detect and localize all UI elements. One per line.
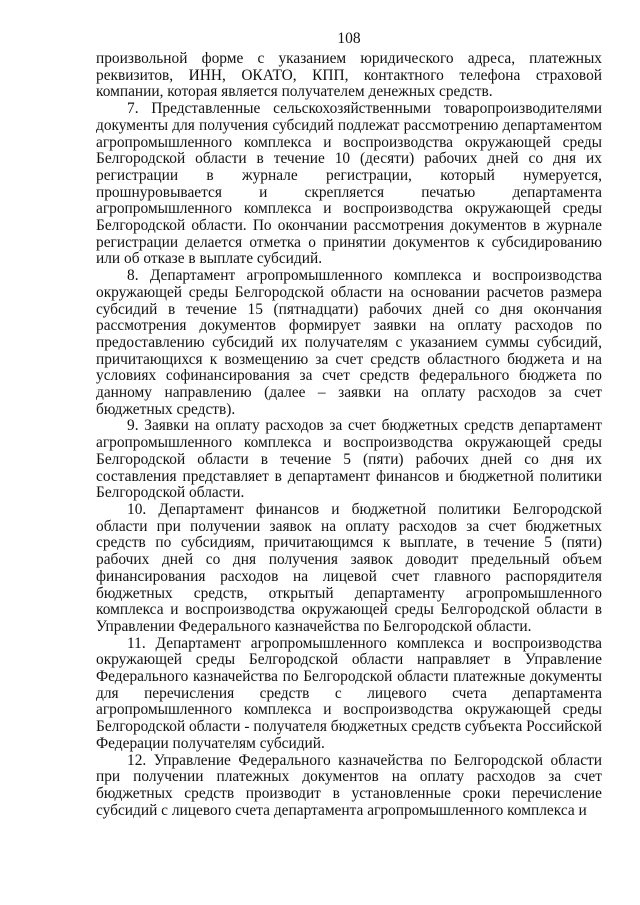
paragraph-9: 9. Заявки на оплату расходов за счет бюджетных средств департамент агропромышленного комплекса и воспроизводства окружающей среды Белгородской области в течение 5 (пяти) рабочих дней со дня их составления представляет в департамент финансов и бюджетной политики Белгородской области.: [96, 417, 602, 502]
paragraph-8: 8. Департамент агропромышленного комплекса и воспроизводства окружающей среды Белгородской области на основании расчетов размера субсидий в течение 15 (пятнадцати) рабочих дней со дня окончания рассмотрения документов формирует заявки на оплату расходов по предоставлению субсидий их получателям с указанием суммы субсидий, причитающихся к возмещению за счет средств областного бюджета и на условиях софинансирования за счет средств федерального бюджета по данному направлению (далее – заявки на оплату расходов за счет бюджетных средств).: [96, 267, 602, 418]
paragraph-12: 12. Управление Федерального казначейства по Белгородской области при получении платежных документов на оплату расходов за счет бюджетных средств производит в установленные сроки перечисление субсидий с лицевого счета департамента агропромышленного комплекса и: [96, 751, 602, 819]
paragraph-continuation: произвольной форме с указанием юридического адреса, платежных реквизитов, ИНН, ОКАТО, КПП, контактного телефона страховой компании, которая является получателем денежных средств.: [96, 50, 602, 101]
paragraph-7: 7. Представленные сельскохозяйственными товаропроизводителями документы для получения субсидий подлежат рассмотрению департаментом агропромышленного комплекса и воспроизводства окружающей среды Белгородской области в течение 10 (десяти) рабочих дней со дня их регистрации в журнале регистрации, который нумеруется, прошнуровывается и скрепляется печатью департамента агропромышленного комплекса и воспроизводства окружающей среды Белгородской области. По окончании рассмотрения документов в журнале регистрации делается отметка о принятии документов к субсидированию или об отказе в выплате субсидий.: [96, 100, 602, 268]
paragraph-10: 10. Департамент финансов и бюджетной политики Белгородской области при получении заявок на оплату расходов за счет бюджетных средств по субсидиям, причитающимся к выплате, в течение 5 (пяти) рабочих дней со дня получения заявок доводит предельный объем финансирования расходов на лицевой счет главного распорядителя бюджетных средств, открытый департаменту агропромышленного комплекса и воспроизводства окружающей среды Белгородской области в Управлении Федерального казначейства по Белгородской области.: [96, 500, 602, 635]
page-number: 108: [337, 30, 361, 47]
paragraph-11: 11. Департамент агропромышленного комплекса и воспроизводства окружающей среды Белгородской области направляет в Управление Федерального казначейства по Белгородской области платежные документы для перечисления средств с лицевого счета департамента агропромышленного комплекса и воспроизводства окружающей среды Белгородской области - получателя бюджетных средств субъекта Российской Федерации получателям субсидий.: [96, 634, 602, 752]
document-page: [96, 30, 602, 819]
